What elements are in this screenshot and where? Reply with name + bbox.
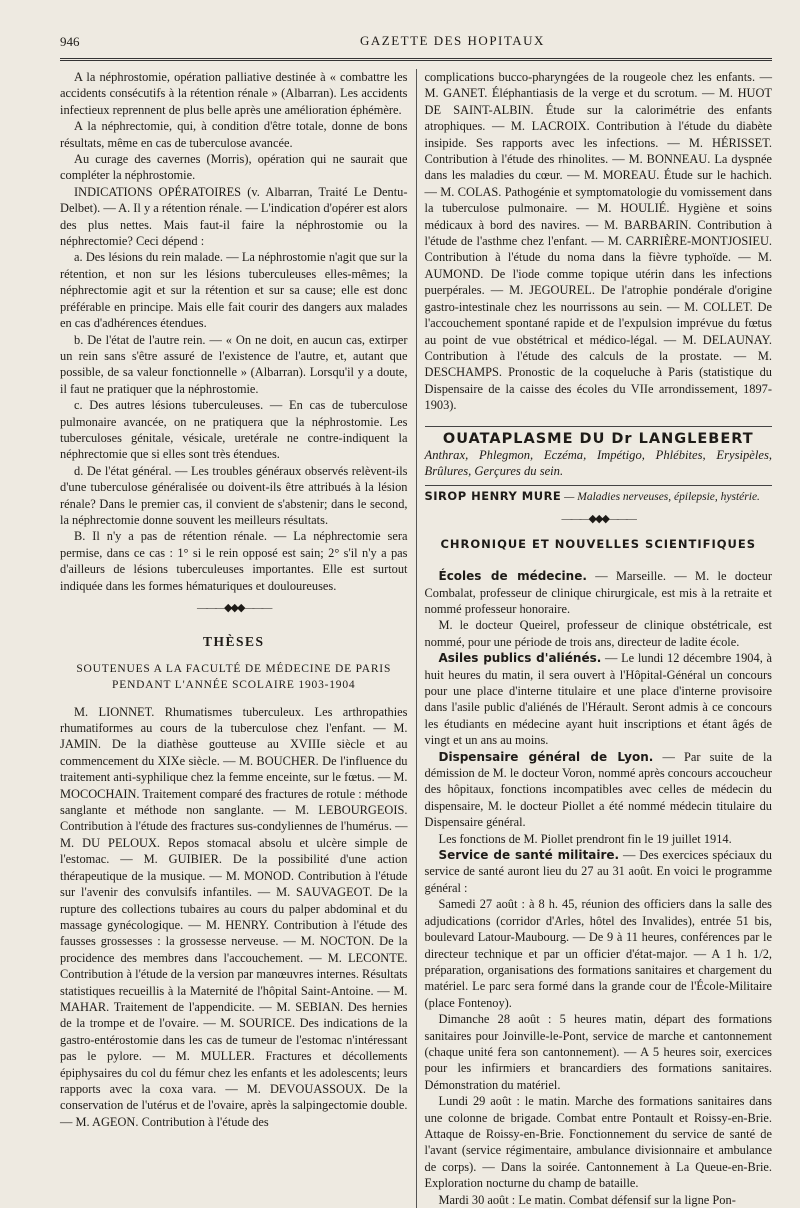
- advertisement-ouataplasme: [425, 426, 773, 506]
- theses-list-continued: complications bucco-pharyngées de la rougeole chez les enfants. — M. GANET. Éléphantiasis de la verge et du scrotum. — M. HUOT DE SAINT-ALBIN. Étude sur la calorimétrie des enfants atrophiques. — M. LACROIX. Contribution à l'étude du diabète insipide. Ses rapports avec les infections. — M. HÉRISSET. Contribution à l'étude des rhinolites. — M. BONNEAU. La dyspnée dans les maladies du cœur. — M. MOREAU. Étude sur le hachich. — M. COLAS. Pathogénie et symptomatologie du vomissement dans la tuberculose pulmonaire. — M. HOULIÉ. Hygiène et soins médicaux à bord des navires. — M. BARBARIN. Contribution à l'étude de l'asthme chez l'enfant. — M. CARRIÈRE-MONTJOSIEU. Contribution à l'étude du noma dans la fièvre typhoïde. — M. AUMOND. De l'iode comme topique utérin dans les infections puerpérales. — M. JEGOUREL. De l'atrophie pondérale d'origine gastro-intestinale chez les nourrissons au sein. — M. COLLET. De l'accouchement spontané rapide et de l'expulsion imprévue du fœtus au point de vue obstétrical et médico-légal. — M. DELAUNAY. Contribution à l'étude des calculs de la prostate. — M. DESCHAMPS. Pronostic de la coqueluche à Paris (statistique du Dispensaire de la caisse des écoles du VIIe arrondissement, 1897-1903).: [424, 70, 772, 413]
- page-number: 946: [60, 34, 80, 49]
- news-lead: Asiles publics d'aliénés.: [438, 651, 602, 666]
- news-text: — Par suite de la démission de M. le docteur Voron, nommé après concours accoucheur des hôpitaux, fonctions incompatibles avec celles de médecin du dispensaire, M. le docteur Piollet a été nommé médecin titulaire du Dispensaire général.: [424, 749, 772, 830]
- advertisement-sirop: [425, 488, 773, 505]
- header-rule: [60, 58, 772, 61]
- ad-title: OUATAPLASME DU Dr LANGLEBERT: [442, 430, 754, 447]
- theses-heading: THÈSES: [202, 634, 265, 650]
- paragraph: A la néphrostomie, opération palliative destinée à « combattre les accidents consécutifs à la rétention rénale » (Albarran). Les accidents infectieux reprennent de plus belle après une amélioration éphémère.: [60, 70, 408, 117]
- paragraph: b. De l'état de l'autre rein. — « On ne doit, en aucun cas, extirper un rein sans s'être assuré de l'existence de l'autre, et, autant que possible, de sa valeur fonctionnelle » (Albarran). Lorsqu'il y a doute, il faut ne pratiquer que la néphrostomie.: [60, 332, 408, 396]
- ad-divider: [425, 485, 773, 486]
- running-title: GAZETTE DES HOPITAUX: [360, 33, 545, 48]
- news-item: [425, 650, 773, 748]
- right-column: [417, 69, 773, 1208]
- paragraph: A la néphrectomie, qui, à condition d'être totale, donne de bons résultats, même en cas de tuberculose avancée.: [60, 119, 408, 150]
- news-item: Dimanche 28 août : 5 heures matin, départ des formations sanitaires pour Joinville-le-Pont, service de marche et cantonnement (chaque unité fera son cantonnement). — A 5 heures soir, exercices pour les infirmiers et brancardiers des formations sanitaires. Démonstration du matériel.: [424, 1012, 772, 1092]
- news-item: Samedi 27 août : à 8 h. 45, réunion des officiers dans la salle des adjudications (corridor d'Arles, hôtel des Invalides), entrée 51 bis, boulevard Latour-Maubourg. — De 9 à 11 heures, conférences par le directeur technique et par un officier d'état-major. — A 1 h. 1/2, préparation, organisations des formations sanitaires et chargement du matériel. Le parc sera formé dans la grande cour de l'École-Militaire (place Fontenoy).: [424, 897, 772, 1010]
- section-separator: ———◆◆◆———: [197, 602, 271, 614]
- news-item: [425, 847, 773, 896]
- news-lead: Service de santé militaire.: [438, 848, 620, 863]
- news-item: M. le docteur Queirel, professeur de clinique obstétricale, est nommé, pour une période de trois ans, directeur de ladite école.: [424, 618, 772, 649]
- paragraph: B. Il n'y a pas de rétention rénale. — La néphrectomie sera permise, dans ce cas : 1° si le rein opposé est sain; 2° s'il n'y a pas d'ailleurs de lésions tuberculeuses importantes. Elle est surtout indiquée dans les formes hématuriques et douloureuses.: [60, 529, 408, 593]
- section-separator: ———◆◆◆———: [561, 513, 635, 526]
- news-item: [425, 749, 773, 831]
- paragraph: INDICATIONS OPÉRATOIRES (v. Albarran, Traité Le Dentu-Delbet). — A. Il y a rétention rénale. — L'indication d'opérer est alors des plus nettes. Mais faut-il faire la néphrostomie ou la néphrectomie? Ceci dépend :: [60, 184, 408, 249]
- news-text: — Le lundi 12 décembre 1904, à huit heures du matin, il sera ouvert à l'Hôpital-Général un concours pour une place d'interne titulaire et une place d'interne provisoire dans l'asile public d'aliénés de l'Hérault. Seront admis à ce concours les étudiants en médecine ayant huit inscriptions et étant âgés de vingt et un ans au moins.: [424, 651, 772, 748]
- theses-subheading-year: PENDANT L'ANNÉE SCOLAIRE 1903-1904: [112, 679, 356, 692]
- news-lead: Écoles de médecine.: [438, 569, 587, 584]
- theses-list: M. LIONNET. Rhumatismes tuberculeux. Les arthropathies rhumatiformes au cours de la tuberculose chez l'enfant. — M. JAMIN. De la diathèse goutteuse au XVIIIe siècle et au commencement du XIXe siècle. — M. BOUCHER. De l'influence du traitement anti-syphilique chez la femme enceinte, sur le fœtus. — M. MOCOCHAIN. Traitement comparé des fractures de rotule : méthode sanglante et méthode non sanglante. — M. LEBOURGEOIS. Contribution à l'étude des fractures sus-condyliennes de l'humérus. — M. DU PELOUX. Repos stomacal absolu et ulcère simple de l'estomac. — M. GUIBIER. De la possibilité d'une action thérapeutique de la musique. — M. MONOD. Contribution à l'étude sur l'avenir des convulsifs infantiles. — M. SAUVAGEOT. De la rupture des collections tubaires au cours du palper abdominal et du massage gynécologique. — M. HENRY. Contribution à l'étude des fausses grossesses : la grossesse nerveuse. — M. NOCTON. De la procidence des membres dans l'accouchement. — M. LECONTE. Contribution à l'étude de la version par manœuvres internes. Résultats statistiques recueillis à la Maternité de l'hôpital Saint-Antoine. — M. MAHAR. Traitement de l'appendicite. — M. SEBIAN. Des hernies de la trompe et de l'ovaire. — M. SOURICE. Des indications de la gastro-entérostomie dans les cas de tumeur de l'estomac n'intéressant pas le pylore. — M. MULLER. Fractures et décollements épiphysaires du col du fémur chez les enfants et les adolescents; leurs rapports avec la coxa vara. — M. DEVOUASSOUX. De la conservation de l'utérus et de l'ovaire, après la salpingectomie double. — M. AGEON. Contribution à l'étude des: [60, 704, 408, 1129]
- paragraph: Au curage des cavernes (Morris), opération qui ne saurait que compléter la néphrostomie.: [60, 152, 408, 183]
- news-item: Lundi 29 août : le matin. Marche des formations sanitaires dans une colonne de brigade. Combat entre Pontault et Roissy-en-Brie. Attaque de Roissy-en-Brie. Fonctionnement du service de santé de l'avant (service régimentaire, ambulance divisionnaire et ambulance de corps). — Dans la soirée. Cantonnement à La Queue-en-Brie. Exploration nocturne du champ de bataille.: [424, 1094, 772, 1191]
- chronicle-heading: CHRONIQUE ET NOUVELLES SCIENTIFIQUES: [440, 536, 757, 551]
- ad2-text: — Maladies nerveuses, épilepsie, hystérie.: [564, 490, 760, 503]
- news-text: — Des exercices spéciaux du service de santé auront lieu du 27 au 31 août. En voici le programme général :: [424, 848, 772, 895]
- left-column: [60, 69, 417, 1208]
- ad-subtitle: Anthrax, Phlegmon, Eczéma, Impétigo, Phlébites, Erysipèles, Brûlures, Gerçures du sein.: [424, 447, 772, 478]
- two-column-body: [60, 69, 772, 1208]
- news-text: — Marseille. — M. le docteur Combalat, professeur de clinique chirurgicale, est mis à la retraite et nommé professeur honoraire.: [424, 569, 772, 616]
- news-item: Les fonctions de M. Piollet prendront fin le 19 juillet 1914.: [438, 831, 732, 846]
- news-item: Mardi 30 août : Le matin. Combat défensif sur la ligne Pon-: [438, 1192, 736, 1207]
- paragraph: a. Des lésions du rein malade. — La néphrostomie n'agit que sur la rétention, et non sur les lésions tuberculeuses elles-mêmes; la néphrectomie agit et sur la rétention et sur sa cause; elle est donc préférable en principe. Mais elle fait courir des dangers aux malades en cas d'adhérences étendues.: [60, 250, 408, 331]
- page-header: [60, 30, 772, 52]
- news-item: [425, 568, 773, 617]
- paragraph: c. Des autres lésions tuberculeuses. — En cas de tuberculose pulmonaire avancée, on ne pratiquera que la néphrostomie. Les tuberculoses génitale, vésicale, uretérale ne contre-indiquent la néphrectomie que si elles sont très étendues.: [60, 398, 408, 462]
- news-lead: Dispensaire général de Lyon.: [438, 749, 654, 764]
- paragraph: d. De l'état général. — Les troubles généraux observés relèvent-ils d'une tuberculose généralisée ou doivent-ils être attribués à la lésion rénale? Dans le premier cas, il convient de s'abstenir; dans le second, la néphrectomie donne souvent les meilleurs résultats.: [60, 463, 408, 527]
- theses-subheading: SOUTENUES A LA FACULTÉ DE MÉDECINE DE PARIS: [76, 662, 392, 675]
- ad2-name: SIROP HENRY MURE: [424, 488, 562, 503]
